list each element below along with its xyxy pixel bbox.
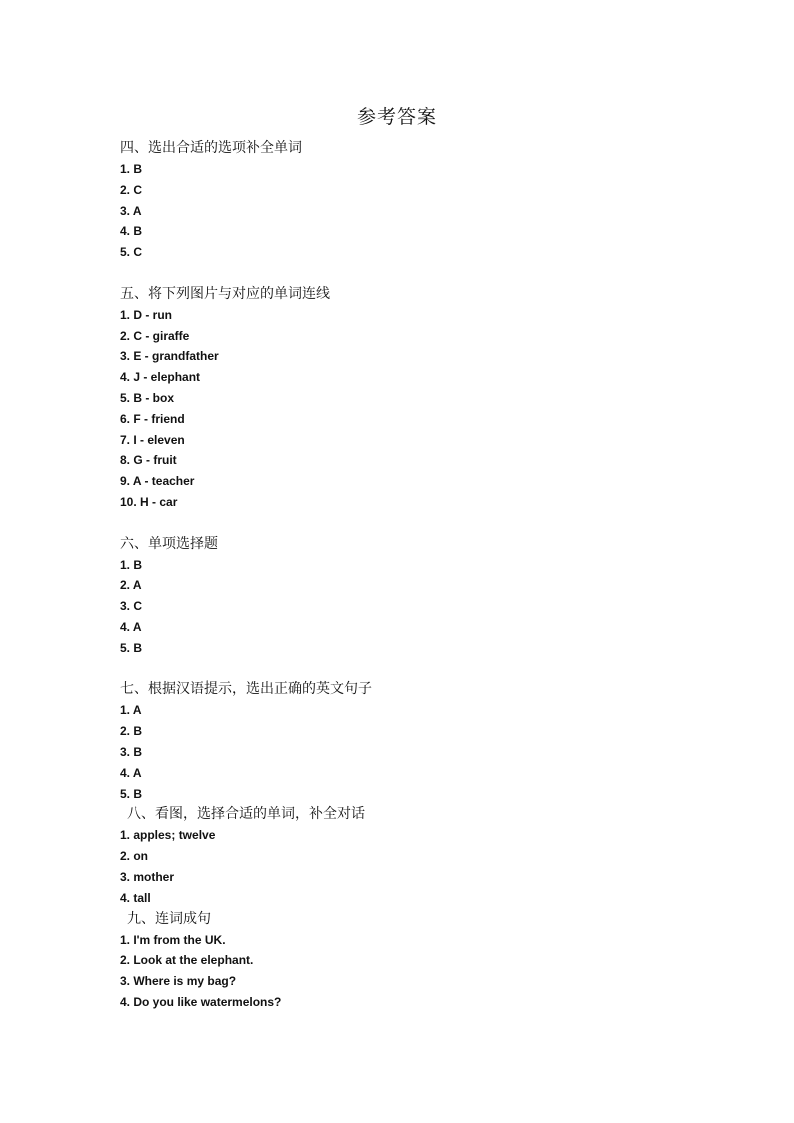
answer-item: 3. C [120,599,143,614]
section-heading: 八、看图，选择合适的单词，补全对话 [127,806,365,823]
answer-item: 3. mother [120,869,175,884]
section-9 [120,909,760,1013]
answer-item: 4. Do you like watermelons? [120,994,282,1009]
section-heading: 六、单项选择题 [120,535,218,552]
answer-item: 5. B [120,786,143,801]
answer-item: 1. I'm from the UK. [120,932,226,947]
answer-item: 1. B [120,557,143,572]
answer-item: 6. F - friend [120,411,185,426]
section-4 [120,138,760,263]
section-heading: 五、将下列图片与对应的单词连线 [120,285,330,302]
answer-item: 8. G - fruit [120,453,177,468]
spacer [120,659,760,680]
answer-item: 2. C - giraffe [120,328,190,343]
answer-item: 3. E - grandfather [120,349,219,364]
answer-item: 4. B [120,224,143,239]
answer-item: 1. D - run [120,307,173,322]
spacer [120,513,760,534]
page-title: 参考答案 [356,106,437,128]
section-heading: 九、连词成句 [127,910,211,927]
answer-item: 4. J - elephant [120,370,201,385]
answer-item: 3. Where is my bag? [120,974,237,989]
answer-item: 9. A - teacher [120,474,195,489]
answer-content [120,138,760,1013]
section-8 [120,804,760,908]
section-7 [120,679,760,804]
section-6 [120,534,760,659]
answer-item: 4. A [120,619,142,634]
answer-item: 2. A [120,578,142,593]
answer-item: 5. C [120,245,143,260]
answer-item: 2. Look at the elephant. [120,953,254,968]
answer-item: 4. A [120,765,142,780]
answer-item: 3. A [120,203,142,218]
answer-item: 2. C [120,182,143,197]
answer-item: 1. A [120,703,142,718]
answer-item: 5. B [120,640,143,655]
answer-item: 1. apples; twelve [120,828,216,843]
answer-item: 2. B [120,724,143,739]
answer-item: 2. on [120,849,149,864]
answer-item: 4. tall [120,890,151,905]
answer-item: 5. B - box [120,390,175,405]
section-5 [120,284,760,513]
section-heading: 四、选出合适的选项补全单词 [120,140,302,156]
answer-item: 3. B [120,744,143,759]
section-heading: 七、根据汉语提示，选出正确的英文句子 [120,681,372,698]
answer-item: 7. I - eleven [120,432,185,447]
spacer [120,263,760,284]
answer-item: 1. B [120,162,143,176]
answer-item: 10. H - car [120,494,178,509]
